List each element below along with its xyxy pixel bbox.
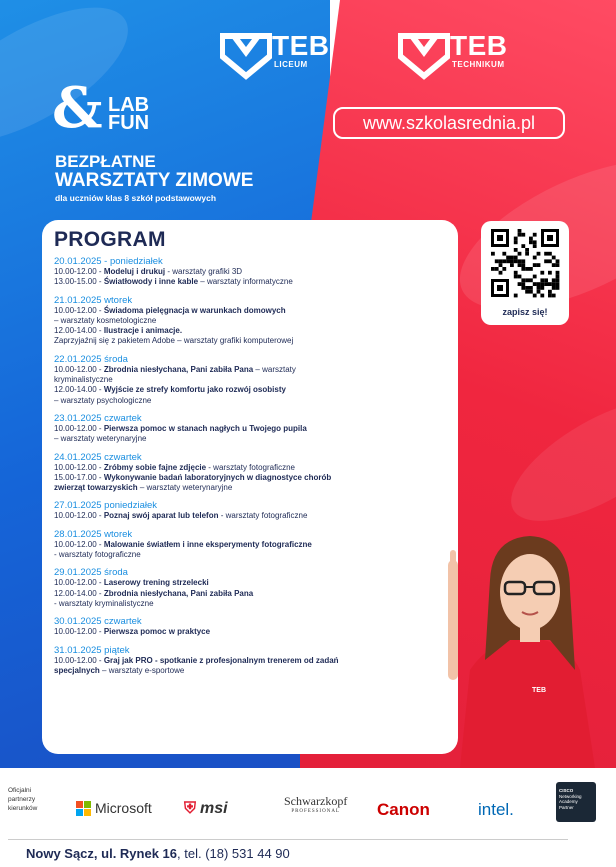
day-date: 30.01.2025 czwartek — [54, 616, 142, 628]
workshop-time: 15.00-17.00 - — [54, 472, 104, 482]
workshop-bold: Ilustracje i animacje. — [103, 326, 183, 336]
day-date: 31.01.2025 piątek — [54, 644, 130, 656]
workshop-line — [54, 599, 449, 609]
workshop-line — [54, 326, 449, 336]
workshop-bold: Wykonywanie badań laboratoryjnych w diagnostyce chorób — [103, 472, 332, 482]
headline-line2: WARSZTATY ZIMOWE — [55, 170, 254, 191]
program-day — [54, 567, 449, 609]
program-day — [54, 452, 449, 494]
workshop-bold: specjalnych — [54, 665, 100, 675]
workshop-time: 10.00-12.00 - — [54, 511, 104, 521]
program-day — [54, 256, 449, 288]
footer-divider — [8, 839, 568, 840]
workshop-line — [54, 511, 449, 521]
microsoft-text: Microsoft — [95, 800, 152, 816]
canon-logo — [377, 800, 430, 820]
teb-liceum-logo — [220, 32, 330, 80]
qr-label: zapisz się! — [502, 307, 548, 317]
workshop-bold: Zbrodnia niesłychana, Pani zabiła Pana — [103, 588, 254, 598]
workshop-line — [54, 385, 449, 395]
workshop-time: 10.00-12.00 - — [54, 423, 104, 433]
workshop-rest: - warsztaty fotograficzne — [206, 462, 295, 472]
intel-logo — [478, 800, 514, 820]
workshop-bold: zwierząt towarzyskich — [54, 483, 138, 493]
workshop-bold: Zbrodnia niesłychana, Pani zabiła Pana — [103, 364, 254, 374]
teb-name: TEB — [272, 30, 330, 61]
teb-sub: LICEUM — [274, 60, 308, 69]
day-date: 23.01.2025 czwartek — [54, 412, 142, 424]
workshop-line — [54, 316, 449, 326]
workshop-time: 13.00-15.00 - — [54, 277, 104, 287]
workshop-line — [54, 463, 449, 473]
workshop-rest: kryminalistyczne — [54, 375, 113, 385]
schwarzkopf-text: Schwarzkopf — [284, 794, 348, 808]
program-day — [54, 295, 449, 347]
workshop-bold: Pierwsza pomoc w praktyce — [103, 627, 211, 637]
workshop-time: 10.00-12.00 - — [54, 655, 104, 665]
workshop-bold: Świadoma pielęgnacja w warunkach domowych — [103, 305, 286, 315]
shield-icon — [220, 32, 272, 80]
partners-label: Oficjalni partnerzy kierunków — [8, 787, 38, 812]
workshop-line — [54, 434, 449, 444]
workshop-time: 12.00-14.00 - — [54, 326, 104, 336]
workshop-time: 10.00-12.00 - — [54, 539, 104, 549]
teb-sub: TECHNIKUM — [452, 60, 505, 69]
cisco-text: CISCO — [559, 788, 574, 793]
sponsors-bar — [0, 768, 616, 867]
day-date: 21.01.2025 wtorek — [54, 294, 133, 306]
fun-text: FUN — [108, 112, 150, 134]
workshop-line — [54, 424, 449, 434]
workshop-rest: - warsztaty kryminalistyczne — [54, 598, 154, 608]
workshop-bold: Pierwsza pomoc w stanach nagłych u Twojego pupila — [103, 423, 307, 433]
workshop-rest: – warsztaty — [253, 364, 296, 374]
workshop-time: 10.00-12.00 - — [54, 627, 104, 637]
workshop-bold: Zróbmy sobie fajne zdjęcie — [103, 462, 207, 472]
workshop-rest: – warsztaty weterynaryjne — [137, 483, 233, 493]
workshop-line — [54, 473, 449, 483]
workshop-bold: Poznaj swój aparat lub telefon — [103, 511, 219, 521]
workshop-line — [54, 589, 449, 599]
workshop-line — [54, 540, 449, 550]
day-date: 28.01.2025 wtorek — [54, 528, 133, 540]
workshop-line — [54, 550, 449, 560]
workshop-rest: – warsztaty psychologiczne — [54, 395, 152, 405]
workshop-time: 10.00-12.00 - — [54, 578, 104, 588]
workshop-bold: Światłowody i inne kable — [103, 277, 199, 287]
workshop-rest: - warsztaty grafiki 3D — [165, 267, 243, 276]
intel-text: intel. — [478, 800, 514, 819]
shield-icon — [398, 32, 450, 80]
ampersand: & — [52, 75, 103, 141]
headline-line1: BEZPŁATNE — [55, 152, 156, 171]
workshop-bold: Modeluj i drukuj — [103, 267, 166, 276]
workshop-line — [54, 375, 449, 385]
workshop-bold: Malowanie światłem i inne eksperymenty fotograficzne — [103, 539, 312, 549]
workshop-time: 10.00-12.00 - — [54, 305, 104, 315]
headline — [55, 153, 253, 203]
qr-code-icon — [489, 227, 561, 299]
headline-line3: dla uczniów klas 8 szkół podstawowych — [55, 193, 217, 203]
program-list — [54, 256, 449, 683]
workshop-time: 10.00-12.00 - — [54, 267, 104, 276]
workshop-time: 12.00-14.00 - — [54, 385, 104, 395]
program-day — [54, 645, 449, 677]
workshop-line — [54, 656, 449, 666]
schwarzkopf-logo — [284, 794, 347, 814]
address-phone: , tel. (18) 531 44 90 — [177, 846, 290, 861]
day-date: 27.01.2025 poniedziałek — [54, 500, 158, 512]
address-street: Nowy Sącz, ul. Rynek 16 — [26, 846, 178, 861]
cisco-logo — [556, 782, 596, 822]
lab-fun-logo — [52, 75, 150, 141]
day-date: 24.01.2025 czwartek — [54, 451, 142, 463]
program-day — [54, 500, 449, 521]
workshop-rest: - warsztaty fotograficzne — [218, 511, 308, 521]
lab-text: LAB — [108, 94, 150, 116]
workshop-bold: Laserowy trening strzelecki — [103, 578, 209, 588]
student-photo — [430, 520, 616, 768]
svg-text:TEB: TEB — [532, 687, 546, 694]
day-date: 22.01.2025 środa — [54, 353, 128, 365]
program-day — [54, 413, 449, 445]
program-day — [54, 354, 449, 406]
qr-box[interactable] — [481, 221, 569, 325]
msi-text: msi — [200, 800, 228, 817]
workshop-rest: Zaprzyjaźnij się z pakietem Adobe – warsztaty grafiki komputerowej — [54, 336, 294, 346]
workshop-line — [54, 483, 449, 493]
workshop-line — [54, 306, 449, 316]
workshop-bold: Wyjście ze strefy komfortu jako rozwój osobisty — [103, 385, 286, 395]
day-date: 29.01.2025 środa — [54, 567, 128, 579]
program-card — [42, 220, 458, 754]
workshop-rest: – warsztaty weterynaryjne — [54, 434, 147, 444]
address — [26, 846, 290, 861]
dragon-icon: ⛨ — [184, 800, 197, 817]
msi-logo — [184, 800, 228, 818]
professional-text: PROFESSIONAL — [291, 809, 340, 814]
workshop-time: 12.00-14.00 - — [54, 588, 104, 598]
teb-name: TEB — [450, 30, 508, 61]
workshop-time: 10.00-12.00 - — [54, 462, 104, 472]
workshop-line — [54, 666, 449, 676]
workshop-line — [54, 578, 449, 588]
workshop-line — [54, 267, 449, 277]
workshop-time: 10.00-12.00 - — [54, 364, 104, 374]
microsoft-logo — [76, 800, 152, 816]
teb-technikum-logo — [398, 32, 508, 80]
workshop-line — [54, 396, 449, 406]
program-day — [54, 529, 449, 561]
workshop-rest: - warsztaty fotograficzne — [54, 550, 141, 560]
day-date: 20.01.2025 - poniedziałek — [54, 256, 163, 267]
workshop-line — [54, 627, 449, 637]
website-link[interactable]: www.szkolasrednia.pl — [333, 107, 565, 139]
cisco-academy-text: Networking Academy Partner — [559, 793, 582, 810]
program-title: PROGRAM — [54, 228, 166, 251]
workshop-line — [54, 365, 449, 375]
windows-icon — [76, 801, 91, 816]
workshop-rest: – warsztaty e-sportowe — [99, 665, 185, 675]
workshop-line — [54, 336, 449, 346]
program-day — [54, 616, 449, 637]
workshop-rest: – warsztaty kosmetologiczne — [54, 315, 157, 325]
canon-text: Canon — [377, 800, 430, 819]
workshop-line — [54, 277, 449, 287]
workshop-bold: Graj jak PRO - spotkanie z profesjonalnym trenerem od zadań — [103, 655, 339, 665]
workshop-rest: – warsztaty informatyczne — [198, 277, 293, 287]
